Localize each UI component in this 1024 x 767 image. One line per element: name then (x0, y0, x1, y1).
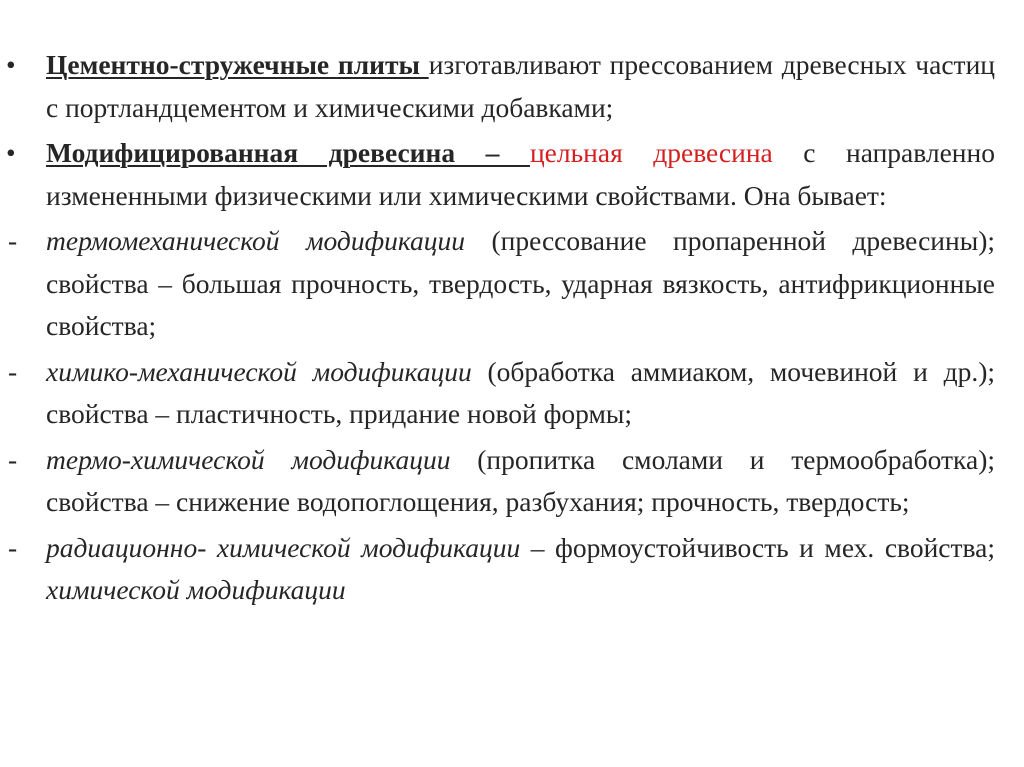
dash-marker: - (8, 355, 18, 387)
list-item-modified-wood (6, 132, 995, 217)
item-highlight: цельная древесина (529, 137, 773, 168)
item-text: изготавливают прессованием древесных частиц с портландцементом и химическими добавками; (46, 49, 996, 123)
slide-content (0, 44, 1024, 615)
item-term: Модифицированная древесина – (46, 137, 530, 168)
list-item-thermochemical (8, 439, 995, 524)
item-text: (обработка аммиаком, мочевиной и др.); свойства – пластичность, придание новой формы; (46, 355, 995, 429)
item-text: (пропитка смолами и термообработка); свойства – снижение водопоглощения, разбухания; прочность, твердость; (46, 443, 995, 517)
dash-marker: - (8, 225, 18, 256)
list-item-cement-boards (6, 44, 996, 129)
list-item-radiation-chemical (8, 527, 995, 612)
list-item-thermomechanical (8, 220, 995, 348)
item-term-secondary: химической модификации (46, 574, 346, 605)
bullet-marker: • (6, 137, 16, 168)
item-term: термомеханической модификации (46, 225, 466, 256)
bullet-marker: • (6, 49, 16, 80)
item-term: термо-химической модификации (46, 443, 451, 475)
item-text: (прессование пропаренной древесины); свойства – большая прочность, твердость, ударная вязкость, антифрикционные свойства; (46, 225, 995, 341)
dash-marker: - (8, 443, 18, 475)
item-term: радиационно- химической модификации (46, 531, 521, 563)
dash-marker: - (8, 531, 18, 563)
item-term: химико-механической модификации (46, 355, 472, 387)
item-text: – формоустойчивость и мех. свойства; (520, 531, 995, 563)
list-item-chemomechanical (8, 351, 995, 436)
item-term: Цементно-стружечные плиты (46, 49, 429, 80)
item-text: с направленно измененными физическими или химическими свойствами. Она бывает: (46, 137, 995, 211)
